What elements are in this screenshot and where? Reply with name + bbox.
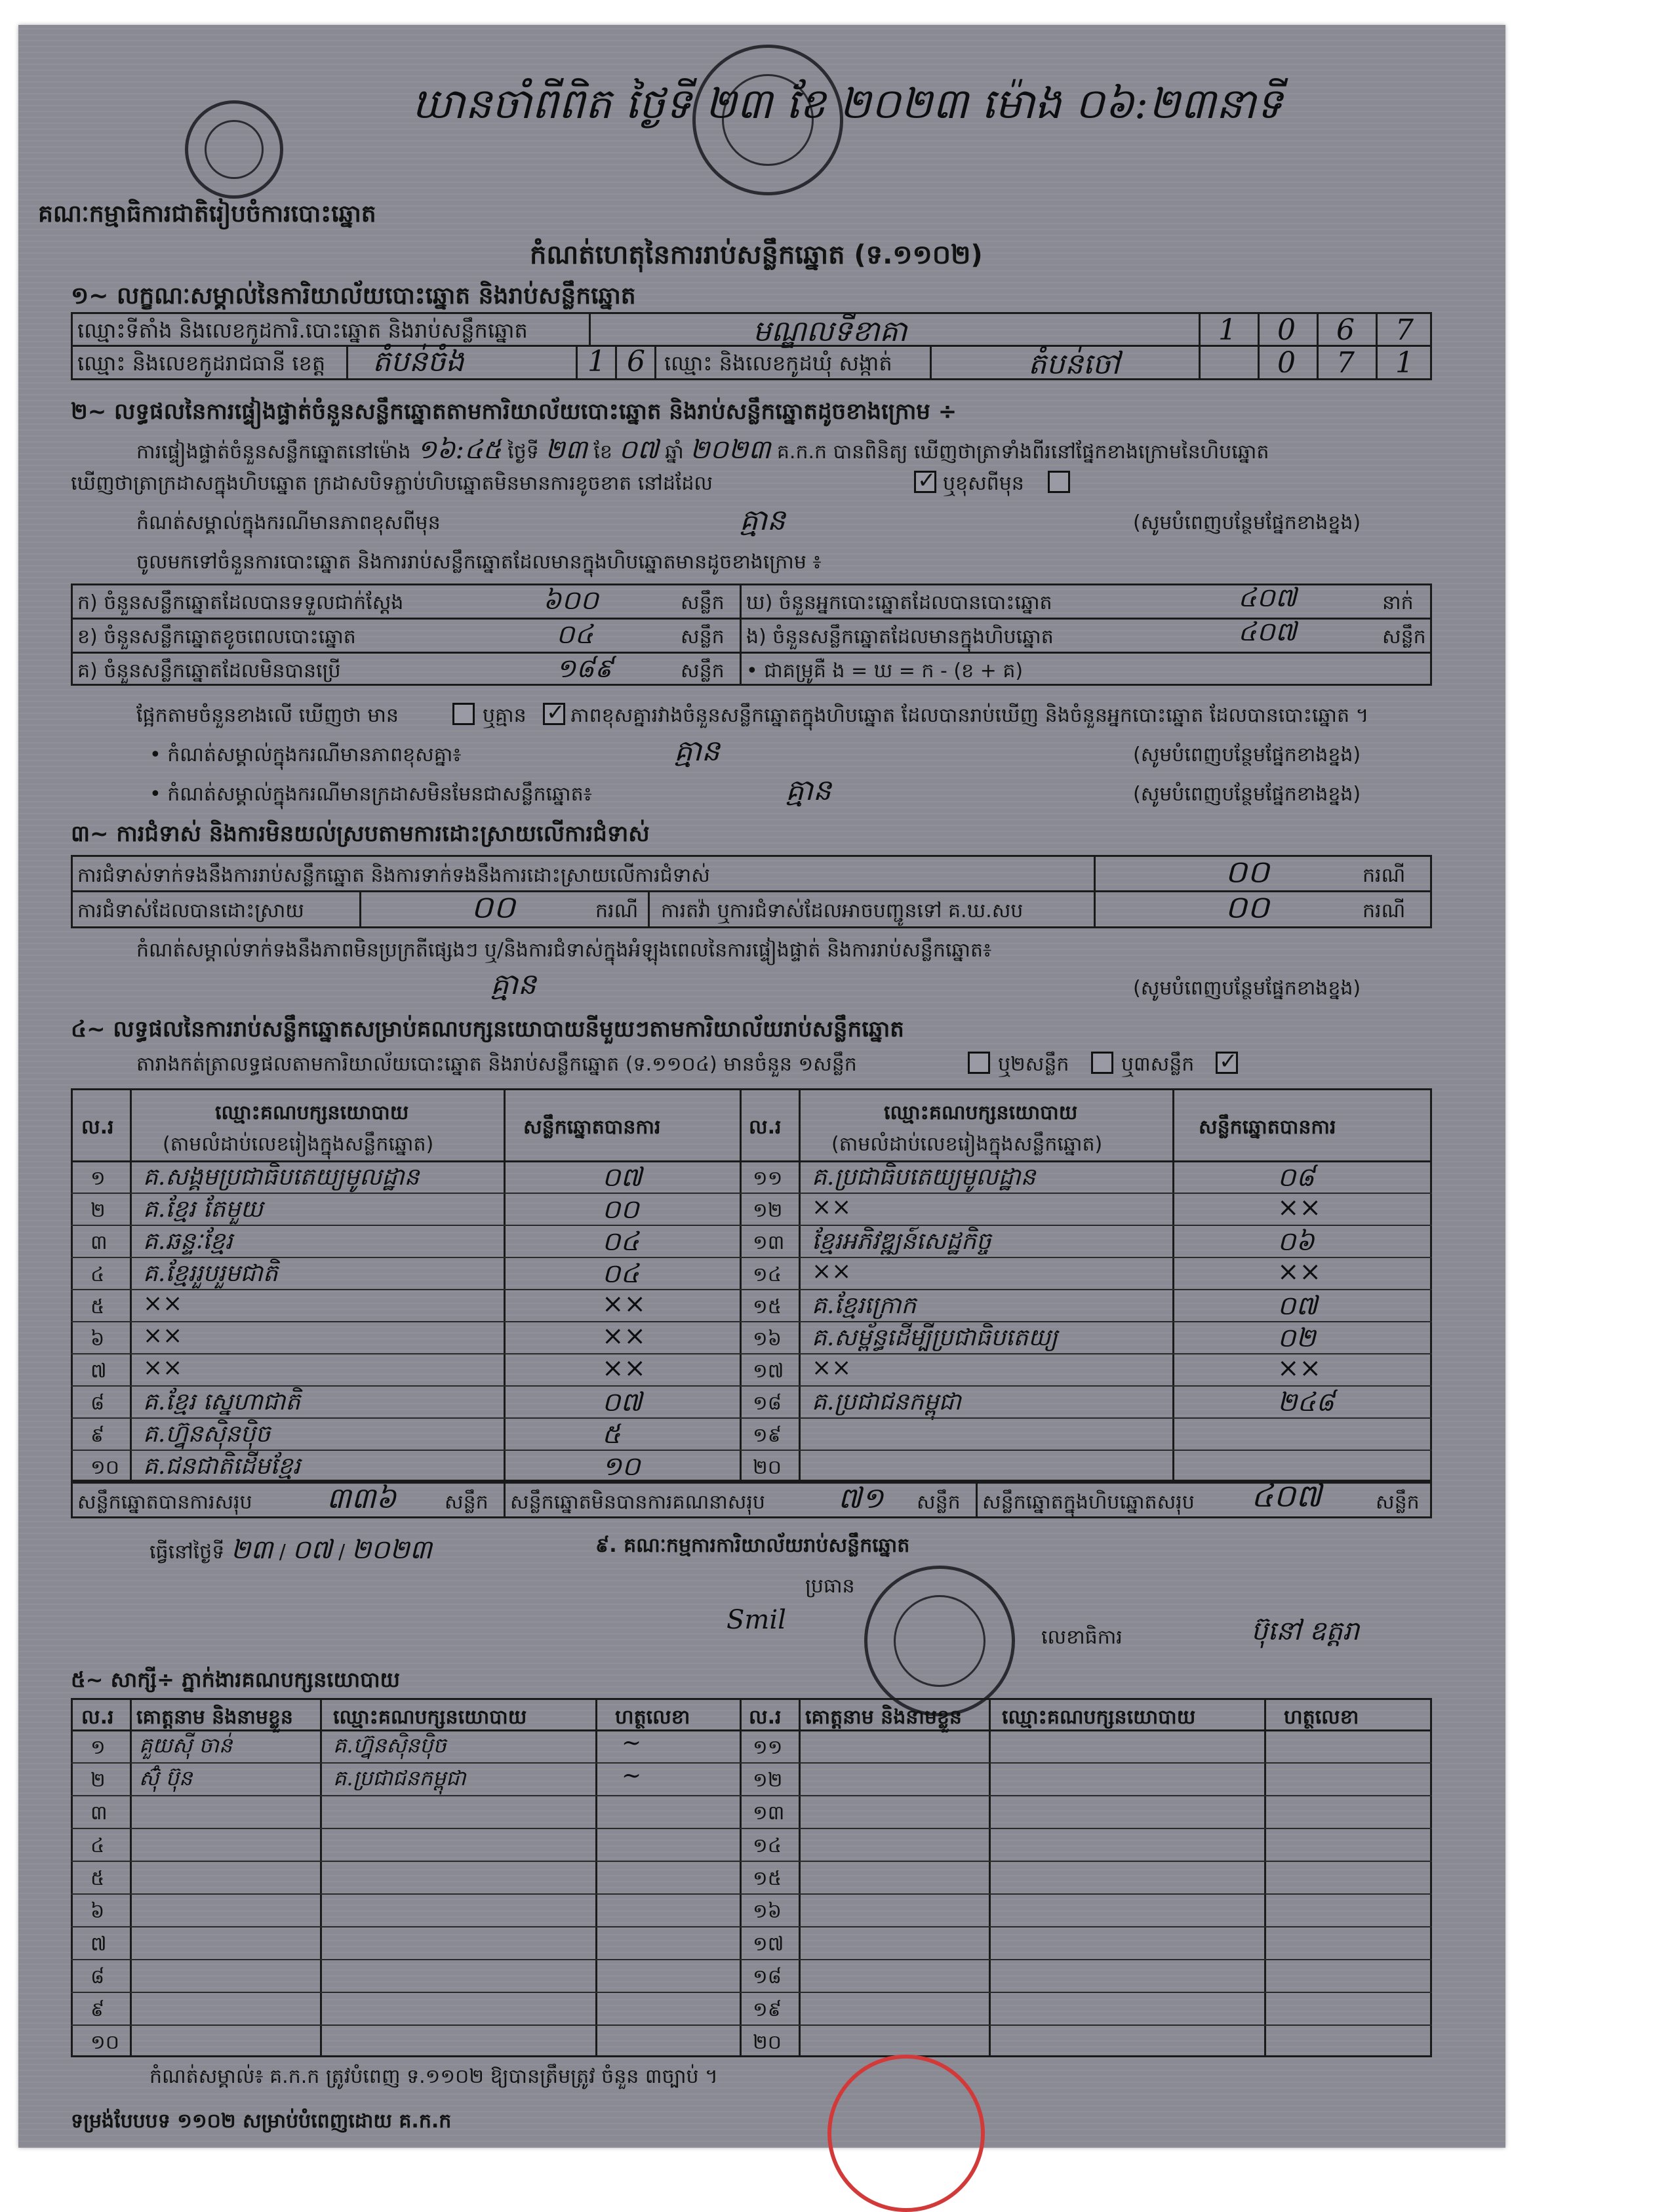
note3-value: គ្មាន [786, 774, 831, 807]
result-votes: ០៧ [1277, 1291, 1318, 1321]
form-code: ទម្រង់បែបបទ ១១០២ សម្រាប់បំពេញដោយ គ.ក.ក [71, 2110, 452, 2133]
resolved-unit: ករណី [595, 899, 639, 922]
result-party: ×× [143, 1354, 183, 1381]
witness-col-sign-right: ហត្ថលេខា [1284, 1706, 1359, 1729]
objection-unit: ករណី [1363, 864, 1406, 887]
witness-col-no-left: ល.រ [81, 1706, 114, 1729]
witness-no: ១៤ [753, 1834, 782, 1857]
result-no: ១៩ [753, 1424, 782, 1447]
result-no: ១៤ [753, 1263, 782, 1286]
committee-name: គណៈកម្មាធិការជាតិរៀបចំការបោះឆ្នោត [38, 201, 376, 227]
count-intro: ចូលមកទៅចំនួនការបោះឆ្នោត និងការរាប់សន្លឹកឆ្នោតដែលមានក្នុងហិបឆ្នោតមានដូចខាងក្រោម ៖ [136, 551, 822, 574]
result-votes: ×× [1277, 1193, 1322, 1223]
result-party: គ.ខ្មែរ ស្នេហាជាតិ [143, 1389, 300, 1415]
result-no: ១ [90, 1167, 106, 1190]
note2-hint: (សូមបំពេញបន្ថែមផ្នែកខាងខ្នង) [1133, 743, 1361, 766]
total-valid-value: ៣៣៦ [327, 1482, 397, 1515]
witness-party: គ.ហ្វ៊ុនស៊ិនប៉ិច [333, 1733, 447, 1758]
note3-hint: (សូមបំពេញបន្ថែមផ្នែកខាងខ្នង) [1133, 783, 1361, 806]
result-party: ×× [812, 1258, 852, 1285]
result-votes: ×× [1277, 1257, 1322, 1287]
total-valid-label: សន្លឹកឆ្នោតបានការសរុប [77, 1491, 252, 1514]
total-invalid-value: ៧១ [838, 1482, 884, 1515]
witness-no: ៩ [90, 1998, 105, 2021]
result-no: ៦ [90, 1328, 105, 1351]
commune-value: តំបន់ចៅ [1028, 347, 1120, 381]
result-no: ៩ [90, 1424, 105, 1447]
irregularity-label: កំណត់សម្គាល់ទាក់ទងនឹងភាពមិនប្រក្រតីផ្សេងៗ ឬ/និងការជំទាស់ក្នុងអំឡុងពេលនៃការផ្ទៀងផ្ទាត់ និងការរាប់សន្លឹកឆ្នោត៖ [136, 939, 992, 962]
chair-signature: Smil [727, 1605, 786, 1635]
result-votes: ០០ [602, 1195, 639, 1225]
check-line-1: ការផ្ទៀងផ្ទាត់ចំនួនសន្លឹកឆ្នោតនៅម៉ោង ១៦:៤៥ ថ្ងៃទី ២៣ ខែ ០៧ ឆ្នាំ ២០២៣ គ.ក.ក បានពិនិត្យ ឃើញថាត្រាទាំងពីរនៅផ្នែកខាងក្រោមនៃហិបឆ្នោត [136, 435, 1269, 465]
count-b-label: ខ) ចំនួនសន្លឹកឆ្នោតខូចពេលបោះឆ្នោត [77, 625, 356, 648]
result-party: ×× [143, 1322, 183, 1349]
result-votes: ០៧ [602, 1387, 643, 1417]
total-box-unit: សន្លឹក [1376, 1491, 1420, 1514]
witness-no: ១៦ [753, 1900, 782, 1923]
witness-table [71, 1698, 1432, 2057]
formula: • ជាគម្រូគឺ ង = ឃ = ក - (ខ + គ) [746, 660, 1024, 682]
count-b-unit: សន្លឹក [681, 625, 725, 648]
result-votes: ០៤ [602, 1227, 639, 1257]
witness-no: ៣ [90, 1802, 108, 1825]
result-votes: ០៧ [602, 1162, 643, 1193]
result-party: គ.ប្រជាជនកម្ពុជា [812, 1389, 961, 1415]
result-party: គ.ហ្វ៊ុនស៊ិនប៉ិច [143, 1421, 271, 1448]
count-c-label: គ) ចំនួនសន្លឹកឆ្នោតដែលមិនបានប្រើ [77, 660, 341, 682]
count-e-value: ៤០៧ [1238, 617, 1297, 647]
witness-party: គ.ប្រជាជនកម្ពុជា [333, 1766, 466, 1790]
witness-col-party-left: ឈ្មោះគណបក្សនយោបាយ [333, 1706, 527, 1729]
result-party: គ.ឆន្ទៈខ្មែរ [143, 1228, 233, 1255]
witness-no: ៦ [90, 1900, 105, 1923]
result-party: ×× [812, 1354, 852, 1381]
sheets-desc: តារាងកត់ត្រាលទ្ធផលតាមការិយាល័យបោះឆ្នោត និងរាប់សន្លឹកឆ្នោត (ទ.១១០៤) មានចំនួន ១សន្លឹក [136, 1053, 857, 1076]
witness-no: ៥ [90, 1867, 105, 1890]
changed-checkbox[interactable] [1048, 471, 1070, 493]
results-col-no-left: ល.រ [81, 1116, 114, 1139]
result-no: ១១ [753, 1167, 783, 1190]
secretary-name: ប៊ុនៅ ឧត្តរា [1251, 1616, 1360, 1646]
resolved-label: ការជំទាស់ដែលបានដោះស្រាយ [77, 899, 304, 922]
results-col-votes-right: សន្លឹកឆ្នោតបានការ [1199, 1116, 1336, 1139]
commission-stamp [864, 1566, 1015, 1716]
result-no: ១០ [90, 1456, 119, 1479]
changed-label: ឬខុសពីមុន [943, 472, 1024, 495]
witness-no: ១១ [753, 1736, 783, 1759]
count-a-label: ក) ចំនួនសន្លឹកឆ្នោតដែលបានទទួលជាក់ស្តែង [77, 591, 404, 614]
witness-col-name-left: គោត្តនាម និងនាមខ្លួន [136, 1706, 293, 1729]
result-votes: ២៤៨ [1277, 1387, 1334, 1417]
objection-value: ០០ [1225, 854, 1269, 890]
note2-label: • កំណត់សម្គាល់ក្នុងករណីមានភាពខុសគ្នា៖ [149, 743, 462, 766]
result-no: ១៧ [753, 1360, 784, 1383]
irregularity-value: គ្មាន [490, 968, 536, 1001]
check-line-2: ឃើញថាត្រាក្រដាសក្នុងហិបឆ្នោត ក្រដាសបិទភ្ជាប់ហិបឆ្នោតមិនមានការខូចខាត នៅដដែល [71, 472, 713, 495]
irregularity-hint: (សូមបំពេញបន្ថែមផ្នែកខាងខ្នង) [1133, 977, 1361, 1000]
section4-title: ៤~ លទ្ធផលនៃការរាប់សន្លឹកឆ្នោតសម្រាប់គណបក្សនយោបាយនីមួយៗតាមការិយាល័យរាប់សន្លឹកឆ្នោត [71, 1016, 904, 1042]
no-difference-checkbox[interactable] [543, 703, 565, 725]
result-votes: ០៤ [602, 1259, 639, 1289]
province-label: ឈ្មោះ និងលេខកូដរាជធានី ខេត្ត [77, 351, 326, 376]
result-no: ៧ [90, 1360, 107, 1383]
results-col-party-sub-left: (តាមលំដាប់លេខរៀងក្នុងសន្លឹកឆ្នោត) [163, 1133, 434, 1156]
count-d-value: ៤០៧ [1238, 583, 1297, 613]
witness-no: ១៥ [753, 1867, 782, 1890]
result-no: ១៣ [753, 1231, 785, 1254]
result-votes: ០៨ [1277, 1162, 1315, 1193]
result-votes: ១០ [602, 1452, 641, 1482]
witness-no: ១៣ [753, 1802, 785, 1825]
result-votes: ×× [602, 1289, 647, 1319]
result-votes: ០២ [1277, 1323, 1316, 1353]
emblem-logo [185, 100, 283, 199]
chair-label: ប្រធាន [805, 1575, 855, 1598]
result-votes: ×× [602, 1321, 647, 1351]
result-no: ៨ [90, 1392, 105, 1415]
appeal-unit: ករណី [1363, 899, 1406, 922]
count-d-unit: នាក់ [1382, 591, 1414, 614]
witness-col-name-right: គោត្តនាម និងនាមខ្លួន [805, 1706, 962, 1729]
section2-title: ២~ លទ្ធផលនៃការផ្ទៀងផ្ទាត់ចំនួនសន្លឹកឆ្នោតតាមការិយាល័យបោះឆ្នោត និងរាប់សន្លឹកឆ្នោតដូចខាងក្រោម ÷ [71, 399, 957, 425]
form-sheet [18, 25, 1505, 2148]
commune-code-1: 0 [1277, 346, 1296, 380]
result-party: គ.ខ្មែរ តែមួយ [143, 1196, 263, 1223]
section3-title: ៣~ ការជំទាស់ និងការមិនយល់ស្របតាមការដោះស្រាយលើការជំទាស់ [71, 821, 650, 847]
province-code-1: 1 [587, 345, 606, 378]
footer-note: កំណត់សម្គាល់៖ គ.ក.ក ត្រូវបំពេញ ទ.១១០២ ឱ្យបានត្រឹមត្រូវ ចំនួន ៣ច្បាប់ ។ [149, 2065, 718, 2088]
resolved-value: ០០ [471, 889, 515, 926]
count-a-value: ៦០០ [543, 585, 599, 616]
witness-no: ១៧ [753, 1933, 784, 1956]
location-label: ឈ្មោះទីតាំង និងលេខកូដការិ.បោះឆ្នោត និងរាប់សន្លឹកឆ្នោត [77, 318, 528, 343]
two-sheets-checkbox[interactable] [1091, 1052, 1113, 1074]
witness-signature: ~ [622, 1729, 642, 1756]
note3-label: • កំណត់សម្គាល់ក្នុងករណីមានក្រដាសមិនមែនជាសន្លឹកឆ្នោត៖ [149, 783, 592, 806]
witness-no: ១ [90, 1736, 106, 1759]
note2-value: គ្មាន [674, 734, 720, 768]
total-invalid-label: សន្លឹកឆ្នោតមិនបានការគណនាសរុប [510, 1491, 765, 1514]
count-b-value: ០៤ [556, 620, 593, 650]
count-d-label: ឃ) ចំនួនអ្នកបោះឆ្នោតដែលបានបោះឆ្នោត [746, 591, 1052, 614]
two-sheets-label: ឬ២សន្លឹក [998, 1053, 1069, 1076]
result-party: គ.ខ្មែរក្រោក [812, 1292, 917, 1319]
result-no: ៣ [90, 1231, 108, 1254]
witness-no: ៨ [90, 1965, 105, 1988]
count-a-unit: សន្លឹក [681, 591, 725, 614]
witness-no: ២ [90, 1769, 106, 1792]
section5-title: ៥~ សាក្សី÷ ភ្នាក់ងារគណបក្សនយោបាយ [71, 1667, 400, 1692]
result-no: ២ [90, 1199, 106, 1222]
results-col-party-left: ឈ្មោះគណបក្សនយោបាយ [215, 1101, 409, 1124]
results-col-party-sub-right: (តាមលំដាប់លេខរៀងក្នុងសន្លឹកឆ្នោត) [831, 1133, 1103, 1156]
one-sheet-checkbox[interactable] [968, 1052, 990, 1074]
result-votes: ×× [602, 1353, 647, 1383]
witness-no: ១០ [90, 2031, 119, 2054]
count-e-label: ង) ចំនួនសន្លឹកឆ្នោតដែលមានក្នុងហិបឆ្នោត [746, 625, 1054, 648]
witness-no: ១២ [753, 1769, 783, 1792]
handwritten-title: ឃានចាំពីពិត ថ្ងៃទី ២៣ ខែ ២០២៣ ម៉ោង ០៦:២៣នាទី [412, 80, 1283, 128]
witness-col-no-right: ល.រ [749, 1706, 782, 1729]
witness-signature: ~ [622, 1762, 642, 1789]
result-votes: ×× [1277, 1353, 1322, 1383]
commission-label: ៩. គណៈកម្មការការិយាល័យរាប់សន្លឹកឆ្នោត [595, 1534, 910, 1557]
result-party: ខ្មែរអភិវឌ្ឍន៍សេដ្ឋកិច្ច [812, 1228, 991, 1255]
result-party: គ.ខ្មែររួបរួមជាតិ [143, 1260, 278, 1287]
appeal-label: ការតវ៉ា ឬការជំទាស់ដែលអាចបញ្ជូនទៅ គ.ឃ.សប [661, 899, 1024, 922]
result-party: គ.សម្ព័ន្ធដើម្បីប្រជាធិបតេយ្យ [812, 1324, 1058, 1351]
appeal-value: ០០ [1225, 889, 1269, 926]
signing-date: ធ្វើនៅថ្ងៃទី ២៣ / ០៧ / ២០២៣ [149, 1535, 432, 1565]
result-party: ×× [812, 1194, 852, 1221]
province-value: តំបន់ចំង [372, 345, 464, 378]
witness-name: ស៊ុំ ប៊ុន [139, 1766, 193, 1790]
unchanged-checkbox[interactable] [914, 471, 936, 493]
result-no: ២០ [753, 1456, 782, 1479]
secretary-label: លេខាធិការ [1041, 1626, 1123, 1649]
commune-code-2: 7 [1336, 346, 1355, 380]
compare-text-c: ភាពខុសគ្នារវាងចំនួនសន្លឹកឆ្នោតក្នុងហិបឆ្នោត ដែលបានរាប់ឃើញ និងចំនួនអ្នកបោះឆ្នោត ដែលបានបោះឆ្នោត ។ [570, 704, 1369, 727]
three-sheets-checkbox[interactable] [1216, 1052, 1238, 1074]
result-no: ៥ [90, 1295, 105, 1318]
witness-no: ២០ [753, 2031, 782, 2054]
result-no: ១៨ [753, 1392, 782, 1415]
result-votes: ០៦ [1277, 1227, 1315, 1257]
compare-text-b: ឬគ្មាន [483, 704, 527, 727]
location-code-3: 6 [1336, 313, 1355, 347]
note1-hint: (សូមបំពេញបន្ថែមផ្នែកខាងខ្នង) [1133, 511, 1361, 534]
total-valid-unit: សន្លឹក [445, 1491, 488, 1514]
witness-no: ១៩ [753, 1998, 782, 2021]
result-party: ×× [143, 1290, 183, 1317]
objection-label: ការជំទាស់ទាក់ទងនឹងការរាប់សន្លឹកឆ្នោត និងការទាក់ទងនឹងការដោះស្រាយលើការជំទាស់ [77, 864, 710, 887]
total-box-value: ៤០៧ [1251, 1478, 1322, 1514]
result-no: ៤ [90, 1263, 105, 1286]
form-title: កំណត់ហេតុនៃការរាប់សន្លឹកឆ្នោត (ទ.១១០២) [530, 240, 983, 270]
total-box-label: សន្លឹកឆ្នោតក្នុងហិបឆ្នោតសរុប [982, 1491, 1195, 1514]
location-code-2: 0 [1277, 313, 1296, 347]
results-col-party-right: ឈ្មោះគណបក្សនយោបាយ [884, 1101, 1078, 1124]
compare-text-a: ផ្អែកតាមចំនួនខាងលើ ឃើញថា មាន [136, 704, 399, 727]
location-code-4: 7 [1395, 313, 1414, 347]
witness-col-sign-left: ហត្ថលេខា [615, 1706, 690, 1729]
count-c-value: ១៨៩ [556, 654, 613, 684]
result-party: គ.ប្រជាធិបតេយ្យមូលដ្ឋាន [812, 1164, 1036, 1191]
total-invalid-unit: សន្លឹក [917, 1491, 961, 1514]
witness-no: ១៨ [753, 1965, 782, 1988]
result-no: ១៥ [753, 1295, 782, 1318]
section1-title: ១~ លក្ខណៈសម្គាល់នៃការិយាល័យបោះឆ្នោត និងរាប់សន្លឹកឆ្នោត [71, 283, 636, 309]
commune-code-3: 1 [1395, 346, 1414, 380]
witness-no: ៧ [90, 1933, 107, 1956]
red-stamp [827, 2055, 985, 2212]
commune-label: ឈ្មោះ និងលេខកូដឃុំ សង្កាត់ [664, 351, 892, 376]
result-no: ១៦ [753, 1328, 782, 1351]
result-votes: ៥ [602, 1419, 621, 1450]
result-party: គ.សង្គមប្រជាធិបតេយ្យមូលដ្ឋាន [143, 1164, 420, 1191]
results-col-no-right: ល.រ [749, 1116, 782, 1139]
count-e-unit: សន្លឹក [1382, 625, 1426, 648]
witness-no: ៤ [90, 1834, 105, 1857]
result-no: ១២ [753, 1199, 783, 1222]
three-sheets-label: ឬ៣សន្លឹក [1121, 1053, 1195, 1076]
witness-col-party-right: ឈ្មោះគណបក្សនយោបាយ [1002, 1706, 1196, 1729]
province-code-2: 6 [627, 345, 645, 378]
note1-label: កំណត់សម្គាល់ក្នុងករណីមានភាពខុសពីមុន [136, 511, 441, 534]
has-difference-checkbox[interactable] [452, 703, 475, 725]
results-col-votes-left: សន្លឹកឆ្នោតបានការ [523, 1116, 661, 1139]
result-party: គ.ជនជាតិដើមខ្មែរ [143, 1453, 300, 1480]
count-c-unit: សន្លឹក [681, 660, 725, 682]
location-code-1: 1 [1218, 313, 1237, 347]
location-value: មណ្ឌលទីខាគា [753, 315, 907, 348]
witness-name: គួយស៊ី ចាន់ [139, 1733, 233, 1758]
note1-value: គ្មាន [740, 504, 786, 537]
